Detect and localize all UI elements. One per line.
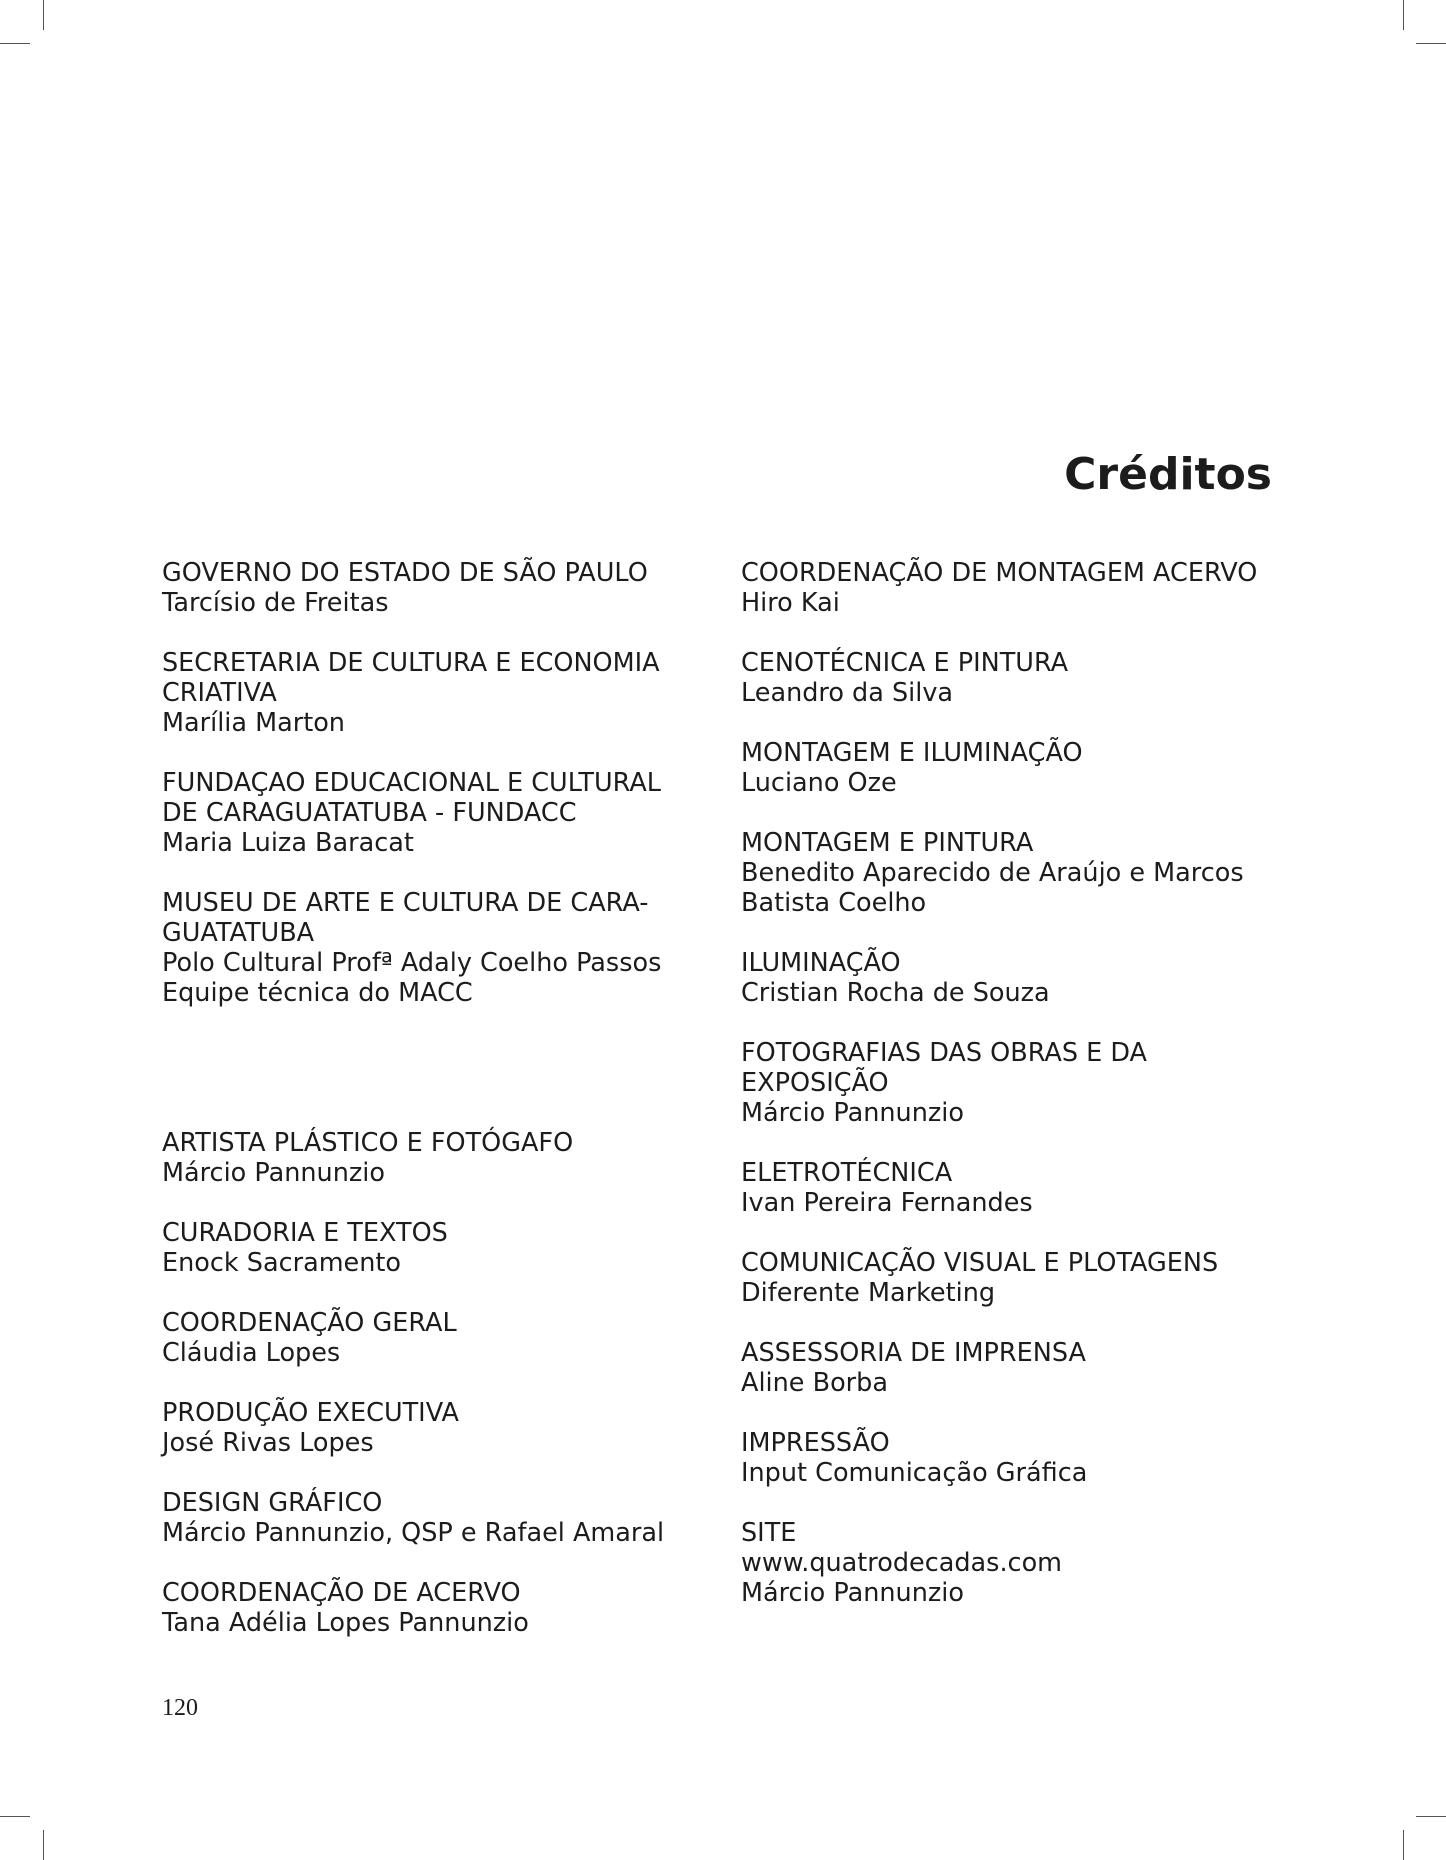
page-title: Créditos — [1064, 449, 1272, 500]
credit-line: COORDENAÇÃO GERAL — [162, 1308, 457, 1338]
credit-line: MUSEU DE ARTE E CULTURA DE CARA- — [162, 888, 649, 918]
credit-line: ARTISTA PLÁSTICO E FOTÓGAFO — [162, 1128, 574, 1158]
credit-line: Benedito Aparecido de Araújo e Marcos — [741, 858, 1244, 888]
crop-mark — [0, 1816, 30, 1817]
credit-line: Input Comunicação Gráfica — [741, 1458, 1088, 1488]
credit-entry — [162, 1578, 702, 1638]
credit-line: SITE — [741, 1518, 797, 1548]
credit-line: Cristian Rocha de Souza — [741, 978, 1050, 1008]
credit-entry — [741, 828, 1281, 918]
section-spacer — [162, 1038, 702, 1128]
credit-entry — [162, 768, 702, 858]
credit-line: GOVERNO DO ESTADO DE SÃO PAULO — [162, 558, 648, 588]
crop-mark — [1416, 43, 1446, 44]
credit-entry — [741, 1518, 1281, 1608]
credit-line: EXPOSIÇÃO — [741, 1068, 889, 1098]
credit-line: FOTOGRAFIAS DAS OBRAS E DA — [741, 1038, 1147, 1068]
credit-line: CURADORIA E TEXTOS — [162, 1218, 448, 1248]
credit-line: COMUNICAÇÃO VISUAL E PLOTAGENS — [741, 1248, 1219, 1278]
credit-line: Márcio Pannunzio — [741, 1578, 964, 1608]
crop-mark — [0, 43, 30, 44]
credit-line: Márcio Pannunzio, QSP e Rafael Amaral — [162, 1518, 665, 1548]
credit-entry — [162, 1218, 702, 1278]
credit-line: Cláudia Lopes — [162, 1338, 341, 1368]
credit-entry — [741, 1158, 1281, 1218]
credit-line: Equipe técnica do MACC — [162, 978, 473, 1008]
credits-right-column — [741, 558, 1281, 1638]
credit-line: Polo Cultural Profª Adaly Coelho Passos — [162, 948, 662, 978]
credit-line: Maria Luiza Baracat — [162, 828, 414, 858]
credit-entry — [741, 1338, 1281, 1398]
credits-left-column — [162, 558, 702, 1668]
credit-line: IMPRESSÃO — [741, 1428, 890, 1458]
credit-line: Tarcísio de Freitas — [162, 588, 389, 618]
credit-line: GUATATUBA — [162, 918, 315, 948]
crop-mark — [43, 1830, 44, 1860]
credit-line: Leandro da Silva — [741, 678, 954, 708]
credit-entry — [741, 1248, 1281, 1308]
credit-line: Luciano Oze — [741, 768, 897, 798]
credit-line: CENOTÉCNICA E PINTURA — [741, 648, 1069, 678]
credit-entry — [741, 948, 1281, 1008]
credit-line: Márcio Pannunzio — [162, 1158, 385, 1188]
credit-line: MONTAGEM E PINTURA — [741, 828, 1034, 858]
credit-entry — [162, 888, 702, 1008]
credit-line: ASSESSORIA DE IMPRENSA — [741, 1338, 1086, 1368]
credit-line: PRODUÇÃO EXECUTIVA — [162, 1398, 459, 1428]
credit-entry — [162, 1488, 702, 1548]
credit-line: SECRETARIA DE CULTURA E ECONOMIA — [162, 648, 660, 678]
credit-entry — [741, 558, 1281, 618]
credit-line: Enock Sacramento — [162, 1248, 402, 1278]
credit-line: www.quatrodecadas.com — [741, 1548, 1063, 1578]
credit-line: Diferente Marketing — [741, 1278, 996, 1308]
credit-line: Tana Adélia Lopes Pannunzio — [162, 1608, 529, 1638]
credit-line: MONTAGEM E ILUMINAÇÃO — [741, 738, 1083, 768]
credit-line: ILUMINAÇÃO — [741, 948, 901, 978]
credit-line: DE CARAGUATATUBA - FUNDACC — [162, 798, 577, 828]
credit-line: COORDENAÇÃO DE ACERVO — [162, 1578, 521, 1608]
credit-entry — [162, 558, 702, 618]
credit-line: FUNDAÇAO EDUCACIONAL E CULTURAL — [162, 768, 661, 798]
credit-line: Márcio Pannunzio — [741, 1098, 964, 1128]
credit-entry — [162, 648, 702, 738]
credit-entry — [741, 648, 1281, 708]
crop-mark — [1403, 0, 1404, 30]
credit-line: Marília Marton — [162, 708, 345, 738]
credit-entry — [741, 1038, 1281, 1128]
page-number: 120 — [162, 1695, 198, 1721]
credit-line: DESIGN GRÁFICO — [162, 1488, 383, 1518]
credit-entry — [162, 1308, 702, 1368]
crop-mark — [43, 0, 44, 30]
crop-mark — [1416, 1816, 1446, 1817]
credit-line: COORDENAÇÃO DE MONTAGEM ACERVO — [741, 558, 1258, 588]
credit-entry — [162, 1398, 702, 1458]
credit-line: CRIATIVA — [162, 678, 277, 708]
credit-line: José Rivas Lopes — [162, 1428, 374, 1458]
credit-entry — [741, 738, 1281, 798]
credit-entry — [162, 1128, 702, 1188]
credit-line: Aline Borba — [741, 1368, 888, 1398]
credit-line: Ivan Pereira Fernandes — [741, 1188, 1033, 1218]
credit-line: Batista Coelho — [741, 888, 927, 918]
credit-line: ELETROTÉCNICA — [741, 1158, 953, 1188]
credit-entry — [741, 1428, 1281, 1488]
credit-line: Hiro Kai — [741, 588, 840, 618]
crop-mark — [1403, 1830, 1404, 1860]
